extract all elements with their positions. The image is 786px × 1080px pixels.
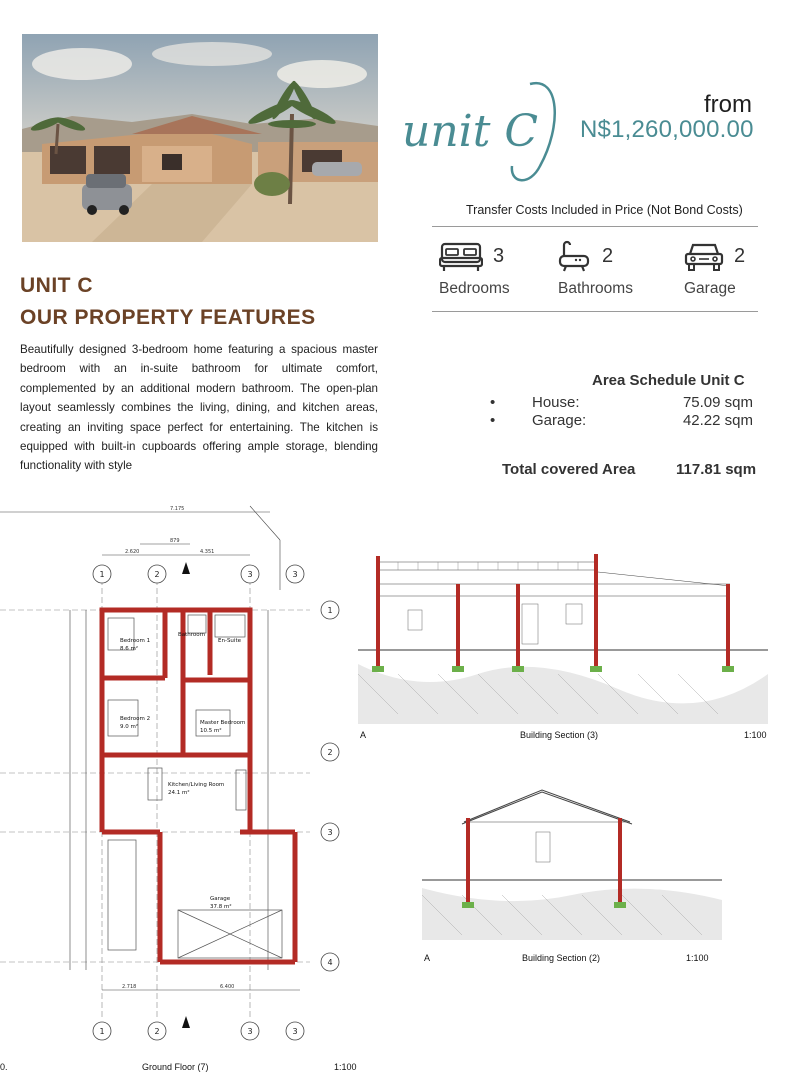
grid-label: 3 [292, 570, 298, 579]
features-title: OUR PROPERTY FEATURES [20, 306, 316, 329]
unit-script-text: unit C [402, 106, 539, 157]
hero-photo [22, 34, 378, 242]
grid-label: 3 [247, 1027, 253, 1036]
area-row-name: Garage: [532, 412, 587, 429]
bathrooms-count: 2 [602, 244, 614, 267]
garage-label: Garage [684, 280, 736, 297]
dim-label: 2.620 [125, 549, 140, 555]
room-area: 10.5 m² [200, 728, 222, 734]
room-area: 37.8 m² [210, 904, 232, 910]
building-section-3 [358, 514, 768, 724]
plan-caption-left: 0. [0, 1062, 8, 1072]
total-area-value: 117.81 sqm [676, 461, 757, 478]
section3-letter: A [360, 730, 367, 740]
room-label: Master Bedroom [200, 720, 246, 726]
feature-garage [684, 240, 745, 304]
divider [432, 311, 758, 312]
dim-label: 2.718 [122, 984, 137, 990]
grid-label: 3 [327, 828, 333, 837]
from-label: from [704, 91, 752, 118]
bullet: • [490, 394, 496, 411]
description: Beautifully designed 3-bedroom home featuring a spacious master bedroom with an in-suite bathroom for ultimate comfort, complemented by an additional modern bathroom. The open-plan layout seamlessly combines the living, dining, and kitchen areas, creating an inviting space perfect for entertaining. The kitchen is equipped with built-in cupboards offering ample storage, blending functionality with style [20, 343, 378, 473]
unit-title: UNIT C [20, 274, 93, 297]
plan-caption: Ground Floor (7) [142, 1062, 209, 1072]
room-label: Bedroom 1 [120, 638, 151, 644]
grid-label: 3 [292, 1027, 298, 1036]
dim-label: 6.400 [220, 984, 235, 990]
room-area: 24.1 m² [168, 790, 190, 796]
section2-letter: A [424, 953, 431, 963]
section2-scale: 1:100 [686, 953, 709, 963]
bed-icon [439, 240, 483, 272]
bathrooms-label: Bathrooms [558, 280, 633, 297]
grid-label: 1 [99, 570, 105, 579]
room-label: En-Suite [218, 638, 241, 644]
room-label: Kitchen/Living Room [168, 782, 225, 788]
building-section-2 [422, 770, 722, 940]
area-row-value: 42.22 sqm [682, 412, 753, 429]
grid-label: 1 [99, 1027, 105, 1036]
bedrooms-label: Bedrooms [439, 280, 510, 297]
dim-label: 879 [170, 538, 180, 544]
area-row-name: House: [532, 394, 580, 411]
dim-label: 7.175 [170, 506, 185, 512]
bathtub-icon [558, 240, 592, 272]
divider [432, 226, 758, 227]
area-schedule-title: Area Schedule Unit C [592, 372, 745, 389]
feature-bedrooms [439, 240, 510, 304]
grid-label: 3 [247, 570, 253, 579]
room-area: 8.6 m² [120, 646, 139, 652]
grid-label: 1 [327, 606, 333, 615]
section3-scale: 1:100 [744, 730, 767, 740]
grid-label: 4 [327, 958, 333, 967]
room-label: Garage [210, 896, 231, 902]
room-label: Bathroom [178, 632, 206, 638]
plan-scale: 1:100 [334, 1062, 357, 1072]
dim-label: 4.351 [200, 549, 215, 555]
room-area: 9.0 m² [120, 724, 139, 730]
price: N$1,260,000.00 [580, 116, 754, 143]
transfer-note: Transfer Costs Included in Price (Not Bond Costs) [466, 203, 743, 217]
garage-count: 2 [734, 244, 746, 267]
bedrooms-count: 3 [493, 244, 505, 267]
grid-label: 2 [327, 748, 333, 757]
grid-label: 2 [154, 570, 160, 579]
grid-label: 2 [154, 1027, 160, 1036]
bullet: • [490, 412, 496, 429]
area-row-value: 75.09 sqm [682, 394, 753, 411]
car-icon [684, 240, 724, 272]
floor-plan [0, 500, 360, 1078]
section3-caption: Building Section (3) [520, 730, 599, 740]
room-label: Bedroom 2 [120, 716, 151, 722]
unit-script-title [400, 66, 570, 192]
section2-caption: Building Section (2) [522, 953, 601, 963]
total-area-label: Total covered Area [502, 461, 636, 478]
feature-bathrooms [558, 240, 633, 304]
